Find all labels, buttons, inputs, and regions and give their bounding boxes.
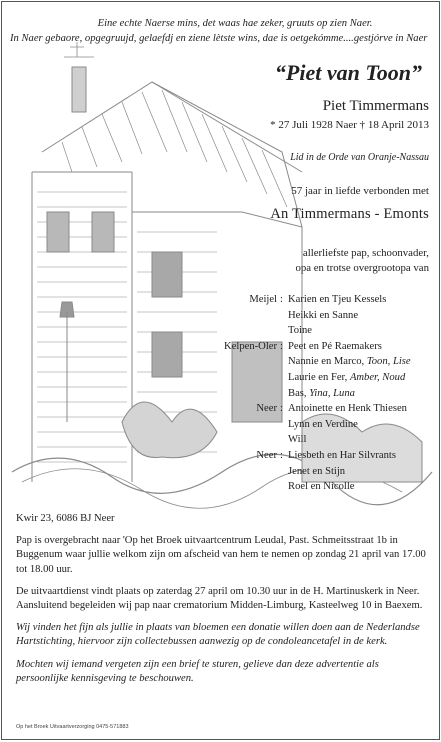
family-row xyxy=(152,308,432,324)
family-separator xyxy=(280,308,288,324)
home-address: Kwir 23, 6086 BJ Neer xyxy=(16,513,115,524)
marriage-line: 57 jaar in liefde verbonden met xyxy=(291,185,429,197)
family-separator xyxy=(280,386,288,402)
deceased-name: Piet Timmermans xyxy=(322,98,429,114)
family-names-text: Will xyxy=(288,434,307,446)
family-place xyxy=(152,464,280,480)
family-names-text: Laurie en Fer, xyxy=(288,371,350,383)
family-separator: : xyxy=(280,403,283,415)
family-place: Meijel xyxy=(249,294,277,305)
family-names xyxy=(288,448,432,464)
birth-death-dates: * 27 Juli 1928 Naer † 18 April 2013 xyxy=(270,119,429,131)
family-names xyxy=(288,354,432,370)
family-separator: : xyxy=(280,340,283,352)
family-names-text: Bas, xyxy=(288,387,310,399)
family-names xyxy=(288,417,432,433)
family-place: Neer xyxy=(256,403,277,415)
family-row xyxy=(152,370,432,386)
family-children-names: Yina, Luna xyxy=(309,387,355,399)
family-children-names: Amber, Noud xyxy=(349,371,406,383)
notice-paragraph: Mochten wij iemand vergeten zijn een brief te sturen, gelieve dan deze advertentie als persoonlijke kennisgeving te beschouwen. xyxy=(16,658,379,684)
family-place xyxy=(152,417,280,433)
family-separator xyxy=(280,432,288,448)
family-names xyxy=(288,292,432,308)
family-names xyxy=(288,339,432,355)
family-place xyxy=(152,432,280,448)
intro-line-2: In Naer gebaore, opgegruujd, gelaefdj en ziene lètste wins, dae is oetgekómme....gestjórve in Naer xyxy=(10,33,428,44)
family-place xyxy=(152,479,280,495)
family-names-text: Liesbeth en Har Silvrants xyxy=(288,449,396,461)
family-row xyxy=(152,448,432,464)
family-place xyxy=(152,386,280,402)
family-place: Neer xyxy=(256,449,277,461)
nickname-title: “Piet van Toon” xyxy=(274,60,422,85)
family-row xyxy=(152,339,432,355)
family-separator xyxy=(280,479,288,495)
funeral-home-credit: Op het Broek Uitvaartverzorging 0475-571883 xyxy=(16,724,129,730)
donation-paragraph: Wij vinden het fijn als jullie in plaats van bloemen een donatie willen doen aan de Nederlandse Hartstichting, hiervoor zijn collectebussen aanwezig op de condoleancetafel in de kerk. xyxy=(16,622,420,648)
family-place xyxy=(152,308,280,324)
family-place xyxy=(152,354,280,370)
family-place: Kelpen-Oler xyxy=(224,340,277,352)
family-separator xyxy=(280,464,288,480)
family-names xyxy=(288,323,432,339)
service-paragraph: De uitvaartdienst vindt plaats op zaterdag 27 april om 10.30 uur in de H. Martinuskerk in Neer. Aansluitend begeleiden wij pap naar crematorium Midden-Limburg, Kasteelweg 10 in Baexem. xyxy=(16,585,423,612)
family-separator xyxy=(280,354,288,370)
partner-name: An Timmermans - Emonts xyxy=(270,206,429,222)
family-row xyxy=(152,401,432,417)
roles-line-2: opa en trotse overgrootopa van xyxy=(295,261,429,274)
family-names-text: Peet en Pé Raemakers xyxy=(288,340,382,352)
family-separator xyxy=(280,370,288,386)
family-separator: : xyxy=(280,449,283,461)
family-row xyxy=(152,323,432,339)
family-names-text: Jenet en Stijn xyxy=(288,465,346,477)
family-row xyxy=(152,354,432,370)
family-names xyxy=(288,308,432,324)
family-row xyxy=(152,464,432,480)
family-names-text: Nannie en Marco, xyxy=(288,356,367,368)
family-list xyxy=(152,292,432,495)
family-names xyxy=(288,479,432,495)
service-details xyxy=(16,512,430,694)
order-membership: Lid in de Orde van Oranje-Nassau xyxy=(290,152,429,163)
family-names xyxy=(288,401,432,417)
roles-line-1: allerliefste pap, schoonvader, xyxy=(302,247,429,259)
family-names-text: Antoinette en Henk Thiesen xyxy=(288,403,407,415)
family-place xyxy=(152,323,280,339)
family-names xyxy=(288,386,432,402)
family-names-text: Lynn en Verdine xyxy=(288,418,358,430)
family-place xyxy=(152,370,280,386)
family-row xyxy=(152,417,432,433)
family-row xyxy=(152,479,432,495)
family-separator: : xyxy=(280,294,283,305)
family-row xyxy=(152,386,432,402)
family-names xyxy=(288,464,432,480)
family-names-text: Roel en Nicolle xyxy=(288,481,355,493)
family-names xyxy=(288,370,432,386)
family-names xyxy=(288,432,432,448)
obituary-card xyxy=(1,1,440,740)
family-names-text: Toine xyxy=(288,325,312,337)
family-names-text: Karien en Tjeu Kessels xyxy=(288,294,387,305)
intro-text xyxy=(10,16,430,46)
family-separator xyxy=(280,417,288,433)
family-separator xyxy=(280,323,288,339)
family-children-names: Toon, Lise xyxy=(366,356,411,368)
family-row xyxy=(152,432,432,448)
family-row xyxy=(152,292,432,308)
family-roles xyxy=(202,246,429,275)
intro-line-1: Eine echte Naerse mins, det waas hae zeker, gruuts op zien Naer. xyxy=(97,18,373,29)
family-names-text: Heikki en Sanne xyxy=(288,309,359,321)
viewing-paragraph: Pap is overgebracht naar 'Op het Broek uitvaartcentrum Leudal, Past. Schmeitsstraat 1b in Buggenum waar jullie welkom zijn om afscheid van hem te nemen op zondag 21 april van 17.00 tot 18.00 uur. xyxy=(16,535,426,575)
